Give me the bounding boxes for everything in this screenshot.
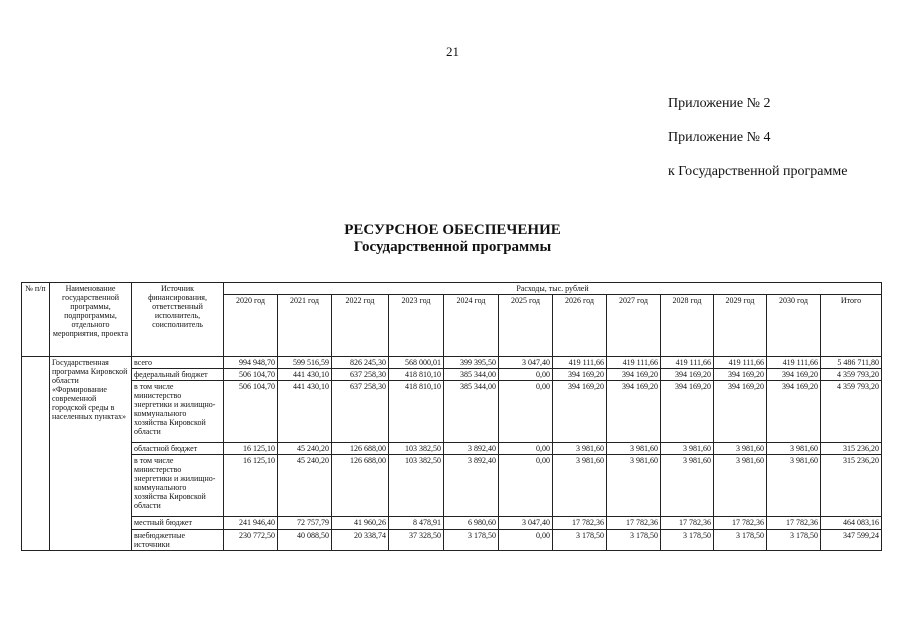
year-value: 419 111,66 <box>661 357 714 369</box>
table-row <box>22 530 882 551</box>
year-value: 6 980,60 <box>444 517 499 530</box>
title-line-2: Государственной программы <box>353 239 552 255</box>
total-value: 464 083,16 <box>821 517 882 530</box>
header-num: № п/п <box>22 283 50 357</box>
year-value: 3 178,50 <box>661 530 714 551</box>
year-value: 20 338,74 <box>332 530 389 551</box>
header-year: 2023 год <box>389 295 444 357</box>
year-value: 568 000,01 <box>389 357 444 369</box>
total-value: 315 236,20 <box>821 455 882 517</box>
year-value: 17 782,36 <box>714 517 767 530</box>
year-value: 418 810,10 <box>389 381 444 443</box>
year-value: 37 328,50 <box>389 530 444 551</box>
table-row <box>22 381 882 443</box>
year-value: 826 245,30 <box>332 357 389 369</box>
funding-source: в том числе министерство энергетики и жилищно-коммунального хозяйства Кировской области <box>132 381 224 443</box>
year-value: 3 981,60 <box>767 455 821 517</box>
year-value: 16 125,10 <box>224 443 278 455</box>
header-source: Источник финансирования, ответственный исполнитель, соисполнитель <box>132 283 224 357</box>
funding-source: местный бюджет <box>132 517 224 530</box>
header-year: 2030 год <box>767 295 821 357</box>
total-value: 347 599,24 <box>821 530 882 551</box>
total-value: 4 359 793,20 <box>821 381 882 443</box>
year-value: 394 169,20 <box>661 369 714 381</box>
year-value: 599 516,59 <box>278 357 332 369</box>
year-value: 17 782,36 <box>767 517 821 530</box>
year-value: 3 981,60 <box>767 443 821 455</box>
program-name: Государственная программа Кировской области «Формирование современной городской среды в населенных пунктах» <box>50 357 132 551</box>
year-value: 394 169,20 <box>767 381 821 443</box>
year-value: 45 240,20 <box>278 443 332 455</box>
year-value: 17 782,36 <box>607 517 661 530</box>
year-value: 40 088,50 <box>278 530 332 551</box>
year-value: 506 104,70 <box>224 369 278 381</box>
year-value: 3 892,40 <box>444 443 499 455</box>
table-row <box>22 369 882 381</box>
title-line-1: РЕСУРСНОЕ ОБЕСПЕЧЕНИЕ <box>344 222 561 238</box>
year-value: 230 772,50 <box>224 530 278 551</box>
total-value: 4 359 793,20 <box>821 369 882 381</box>
year-value: 126 688,00 <box>332 455 389 517</box>
year-value: 506 104,70 <box>224 381 278 443</box>
resource-table <box>21 282 882 551</box>
funding-source: всего <box>132 357 224 369</box>
total-value: 5 486 711,80 <box>821 357 882 369</box>
year-value: 3 047,40 <box>499 517 553 530</box>
year-value: 394 169,20 <box>607 369 661 381</box>
header-year: 2022 год <box>332 295 389 357</box>
year-value: 394 169,20 <box>661 381 714 443</box>
year-value: 419 111,66 <box>767 357 821 369</box>
year-value: 3 981,60 <box>661 443 714 455</box>
header-year: 2029 год <box>714 295 767 357</box>
year-value: 385 344,00 <box>444 369 499 381</box>
header-expenses: Расходы, тыс. рублей <box>224 283 882 295</box>
year-value: 3 981,60 <box>607 443 661 455</box>
funding-source: федеральный бюджет <box>132 369 224 381</box>
year-value: 3 981,60 <box>607 455 661 517</box>
year-value: 0,00 <box>499 455 553 517</box>
year-value: 3 178,50 <box>767 530 821 551</box>
year-value: 637 258,30 <box>332 369 389 381</box>
year-value: 419 111,66 <box>714 357 767 369</box>
year-value: 3 981,60 <box>661 455 714 517</box>
appendix-line-1: Приложение № 2 <box>668 96 771 111</box>
appendix-line-3: к Государственной программе <box>668 164 848 179</box>
year-value: 394 169,20 <box>767 369 821 381</box>
year-value: 394 169,20 <box>714 369 767 381</box>
year-value: 17 782,36 <box>553 517 607 530</box>
year-value: 3 178,50 <box>607 530 661 551</box>
year-value: 0,00 <box>499 530 553 551</box>
header-year: 2026 год <box>553 295 607 357</box>
table-row <box>22 443 882 455</box>
header-year: 2025 год <box>499 295 553 357</box>
year-value: 126 688,00 <box>332 443 389 455</box>
year-value: 419 111,66 <box>553 357 607 369</box>
year-value: 241 946,40 <box>224 517 278 530</box>
total-value: 315 236,20 <box>821 443 882 455</box>
year-value: 394 169,20 <box>553 381 607 443</box>
year-value: 399 395,50 <box>444 357 499 369</box>
year-value: 72 757,79 <box>278 517 332 530</box>
header-name: Наименование государственной программы, подпрограммы, отдельного мероприятия, проекта <box>50 283 132 357</box>
header-year: 2028 год <box>661 295 714 357</box>
year-value: 3 178,50 <box>553 530 607 551</box>
year-value: 3 892,40 <box>444 455 499 517</box>
year-value: 3 981,60 <box>553 455 607 517</box>
year-value: 394 169,20 <box>714 381 767 443</box>
year-value: 0,00 <box>499 369 553 381</box>
year-value: 637 258,30 <box>332 381 389 443</box>
year-value: 418 810,10 <box>389 369 444 381</box>
year-value: 0,00 <box>499 443 553 455</box>
appendix-line-2: Приложение № 4 <box>668 130 771 145</box>
year-value: 994 948,70 <box>224 357 278 369</box>
year-value: 394 169,20 <box>607 381 661 443</box>
table-row <box>22 517 882 530</box>
funding-source: областной бюджет <box>132 443 224 455</box>
year-value: 3 047,40 <box>499 357 553 369</box>
year-value: 394 169,20 <box>553 369 607 381</box>
year-value: 385 344,00 <box>444 381 499 443</box>
year-value: 441 430,10 <box>278 381 332 443</box>
year-value: 3 981,60 <box>553 443 607 455</box>
year-value: 3 178,50 <box>444 530 499 551</box>
year-value: 8 478,91 <box>389 517 444 530</box>
funding-source: внебюджетные источники <box>132 530 224 551</box>
funding-source: в том числе министерство энергетики и жилищно-коммунального хозяйства Кировской области <box>132 455 224 517</box>
year-value: 103 382,50 <box>389 443 444 455</box>
header-year: 2021 год <box>278 295 332 357</box>
year-value: 3 981,60 <box>714 443 767 455</box>
row-number-cell <box>22 357 50 551</box>
year-value: 3 178,50 <box>714 530 767 551</box>
year-value: 45 240,20 <box>278 455 332 517</box>
document-title <box>0 222 905 256</box>
page-number: 21 <box>446 44 459 59</box>
header-year: 2020 год <box>224 295 278 357</box>
year-value: 16 125,10 <box>224 455 278 517</box>
year-value: 41 960,26 <box>332 517 389 530</box>
table-row <box>22 357 882 369</box>
year-value: 419 111,66 <box>607 357 661 369</box>
header-year: 2027 год <box>607 295 661 357</box>
year-value: 0,00 <box>499 381 553 443</box>
header-total: Итого <box>821 295 882 357</box>
year-value: 17 782,36 <box>661 517 714 530</box>
header-year: 2024 год <box>444 295 499 357</box>
year-value: 3 981,60 <box>714 455 767 517</box>
year-value: 103 382,50 <box>389 455 444 517</box>
table-row <box>22 455 882 517</box>
year-value: 441 430,10 <box>278 369 332 381</box>
